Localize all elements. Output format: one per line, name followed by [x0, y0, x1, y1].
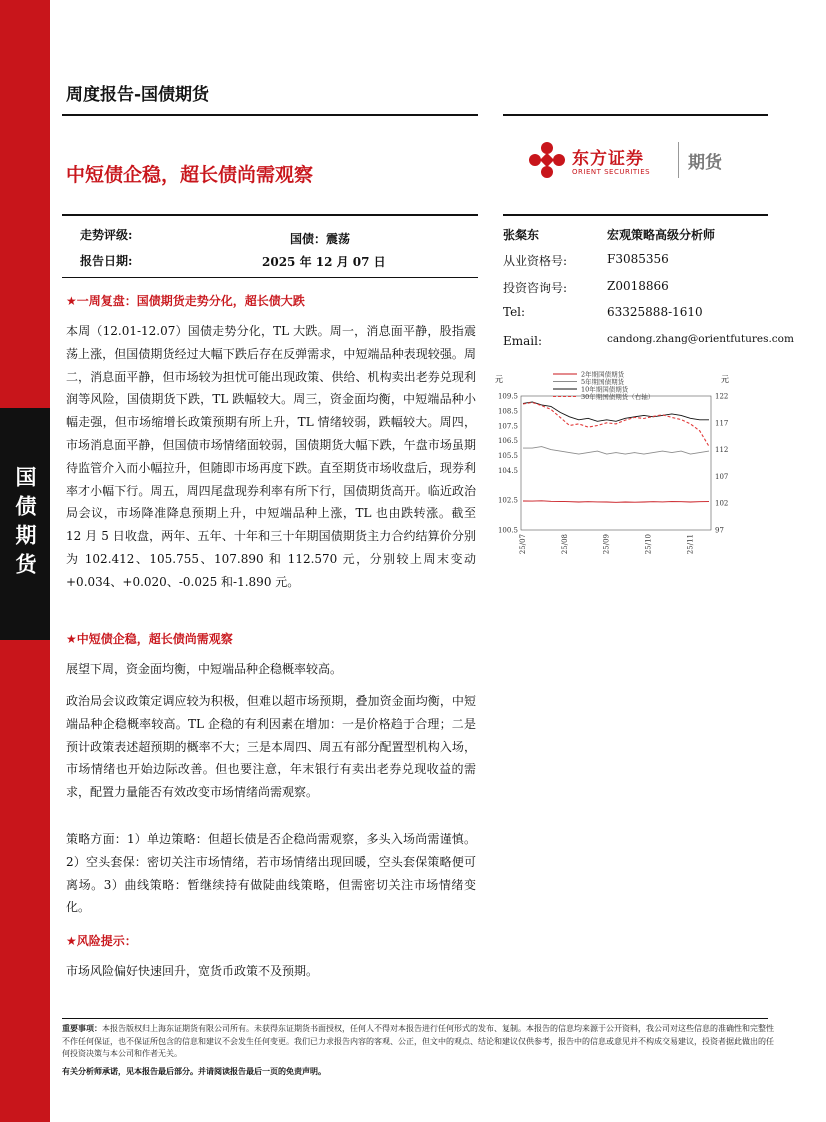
- y-tick-left: 109.5: [497, 392, 518, 401]
- meta-rule-top: [62, 214, 478, 216]
- disclaimer-rule: [62, 1018, 768, 1019]
- disclaimer-text: 本报告版权归上海东证期货有限公司所有。未获得东证期货书面授权，任何人不得对本报告进行任何形式的发布、复制。本报告的信息均来源于公开资料，我公司对这些信息的准确性和完整性不作任何保证，也不保证所包含的信息和建议不会发生任何变更。我们已力求报告内容的客观、公正，但文中的观点、结论和建议仅供参考，报告中的信息或意见并不构成交易建议，投资者据此做出的任何投资决策与本公司和作者无关。: [62, 1024, 774, 1058]
- analyst-email[interactable]: candong.zhang@orientfutures.com: [607, 333, 794, 345]
- legend-label: 5年期国债期货: [581, 378, 625, 386]
- analyst-title: 宏观策略高级分析师: [607, 228, 716, 242]
- trend-label: 走势评级:: [80, 228, 133, 242]
- x-tick-label: 25/07: [519, 534, 527, 555]
- y-tick-right: 102: [715, 499, 729, 508]
- disclaimer-note: 有关分析师承诺，见本报告最后部分。并请阅读报告最后一页的免责声明。: [62, 1066, 326, 1076]
- header-rule: [62, 114, 478, 116]
- y-tick-right: 117: [715, 419, 729, 428]
- body-paragraph: 政治局会议政策定调应较为积极，但难以超市场预期，叠加资金面均衡，中短端品种企稳概率较高。TL 企稳的有利因素在增加：一是价格趋于合理；二是预计政策表述超预期的概率不大；三是本周四、周五有部分配置型机构入场，市场情绪也开始边际改善。但也要注意，年末银行有卖出老券兑现收益的需求，配置力量能否有效改变市场情绪尚需观察。: [66, 694, 476, 800]
- logo-name: 东方证券: [572, 149, 644, 169]
- sidebar-bottom-band: [0, 640, 50, 1122]
- legend-label: 30年期国债期货（右轴）: [581, 393, 655, 401]
- y-tick-left: 105.5: [497, 452, 518, 461]
- x-tick-label: 25/11: [686, 534, 695, 555]
- sidebar-top-band: [0, 0, 50, 408]
- meta-rule-bottom: [62, 277, 478, 278]
- section-heading: ★风险提示：: [66, 934, 137, 948]
- bond-futures-chart: [493, 366, 743, 586]
- analyst-row-value: Z0018866: [607, 279, 669, 293]
- series-line: [523, 501, 709, 503]
- body-paragraph: 本周（12.01-12.07）国债走势分化，TL 大跌。周一，消息面平静，股指震荡上涨，但国债期货经过大幅下跌后存在反弹需求，中短端品种表现较强。周二，消息面平静，但市场较为担忧可能出现政策、供给、机构卖出老券兑现利润等风险，国债期货下跌，TL 跌幅较大。周三，资金面均衡，中短端品种小幅走强，但市场缩增长政策预期有所上升，TL 情绪较弱，跌幅较大。周四，市场消息面平静，但国债市场情绪面较弱，国债期货大幅下跌，午盘市场虽期待监管介入而小幅拉升，但随即市场再度下跌。直至期货市场收盘后，现券利率才小幅下行。周五，周四尾盘现券利率有所下行，国债期货高开。临近政治局会议，市场降准降息预期上升，中短端品种上涨，TL 也由跌转涨。截至 12 月 5 日收盘，两年、五年、十年和三十年期国债期货主力合约结算价分别为 102.412、105.755、107.890 和 112.570 元，分别较上周末变动+0.034、+0.020、-0.025 和-1.890 元。: [66, 324, 476, 589]
- x-tick-label: 25/08: [560, 534, 569, 555]
- y-tick-left: 104.5: [497, 466, 518, 475]
- y-tick-left: 100.5: [497, 526, 518, 535]
- legend-label: 2年期国债期货: [581, 370, 625, 379]
- page-title: 中短债企稳，超长债尚需观察: [66, 164, 314, 186]
- x-tick-label: 25/09: [602, 534, 611, 555]
- analyst-row-label: Email:: [503, 334, 543, 348]
- y-tick-right: 107: [715, 472, 729, 481]
- company-logo: [528, 140, 768, 180]
- analyst-name: 张粲东: [503, 228, 540, 242]
- series-line: [523, 447, 709, 455]
- analyst-row-label: 从业资格号:: [503, 254, 568, 268]
- analyst-rule: [503, 214, 768, 216]
- x-tick-label: 25/10: [644, 534, 653, 555]
- analyst-row-value: F3085356: [607, 252, 669, 266]
- logo-mark-icon: [528, 141, 566, 179]
- date-value: 2025 年 12 月 07 日: [262, 255, 386, 269]
- body-paragraph: 展望下周，资金面均衡，中短端品种企稳概率较高。: [66, 662, 343, 676]
- y-tick-right: 97: [715, 526, 724, 535]
- analyst-row-value: 63325888-1610: [607, 305, 703, 319]
- logo-division: 期货: [688, 153, 722, 173]
- series-line: [523, 402, 709, 446]
- disclaimer: [62, 1022, 774, 1061]
- y-tick-right: 112: [715, 446, 729, 455]
- y-tick-right: 122: [715, 392, 729, 401]
- y-tick-left: 106.5: [497, 437, 518, 446]
- section-heading: ★一周复盘：国债期货走势分化，超长债大跌: [66, 294, 305, 308]
- legend-label: 10年期国债期货: [581, 385, 629, 394]
- date-label: 报告日期:: [80, 254, 133, 268]
- analyst-row-label: Tel:: [503, 305, 526, 319]
- section-heading: ★中短债企稳，超长债尚需观察: [66, 632, 233, 646]
- header-rule-right: [503, 114, 768, 116]
- logo-divider: [678, 142, 679, 178]
- report-type: 周度报告-国债期货: [66, 85, 210, 105]
- analyst-row-label: 投资咨询号:: [503, 281, 568, 295]
- right-unit-label: 元: [721, 375, 729, 384]
- y-tick-left: 108.5: [497, 407, 518, 416]
- logo-english: ORIENT SECURITIES: [572, 168, 651, 176]
- body-paragraph: 市场风险偏好快速回升，宽货币政策不及预期。: [66, 964, 319, 978]
- body-paragraph: 策略方面：1）单边策略：但超长债是否企稳尚需观察，多头入场尚需谨慎。2）空头套保：密切关注市场情绪，若市场情绪出现回暖，空头套保策略便可离场。3）曲线策略：暂继续持有做陡曲线策略，但需密切关注市场情绪变化。: [66, 832, 476, 915]
- disclaimer-label: 重要事项：: [62, 1023, 102, 1033]
- sidebar-label-band: [0, 408, 50, 640]
- left-unit-label: 元: [495, 375, 503, 384]
- series-line: [523, 402, 709, 421]
- y-tick-left: 107.5: [497, 422, 518, 431]
- y-tick-left: 102.5: [497, 496, 518, 505]
- trend-value: 国债：震荡: [290, 232, 351, 246]
- sidebar-label: 国债期货: [13, 466, 37, 582]
